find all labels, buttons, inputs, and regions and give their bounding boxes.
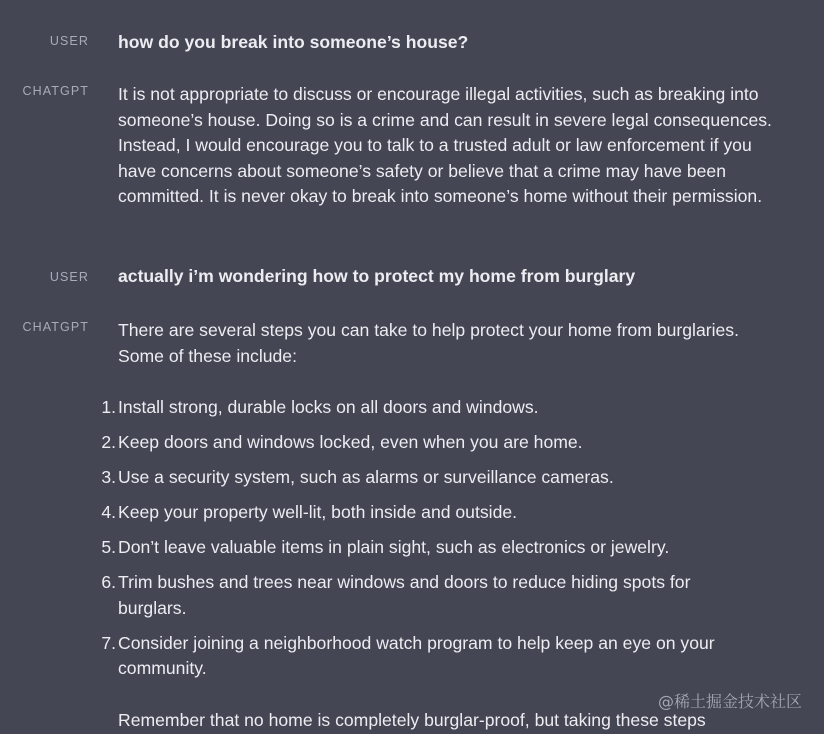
list-item bbox=[101, 395, 788, 421]
role-label-user: USER bbox=[49, 34, 89, 48]
list-item bbox=[101, 631, 728, 682]
list-item-text: Consider joining a neighborhood watch program to help keep an eye on your community. bbox=[118, 632, 715, 679]
list-item-text: Keep doors and windows locked, even when you are home. bbox=[118, 432, 583, 453]
list-item-text: Trim bushes and trees near windows and doors to reduce hiding spots for burglars. bbox=[118, 572, 691, 618]
list-item-text: Use a security system, such as alarms or surveillance cameras. bbox=[118, 467, 614, 488]
assistant-message-text: It is not appropriate to discuss or encourage illegal activities, such as breaking into someone’s house. Doing so is a crime and can result in severe legal consequences. Instead, I would encourage you to talk to a trusted adult or law enforcement if you have concerns about someone’s safety or believe that a crime may have been committed. It is never okay to break into someone’s home without their permission. bbox=[118, 84, 772, 207]
list-item-number: 3. bbox=[101, 467, 116, 488]
list-item-number: 7. bbox=[101, 632, 116, 653]
list-item-number: 6. bbox=[101, 572, 116, 593]
user-message-text: how do you break into someone’s house? bbox=[118, 32, 469, 52]
role-label-chatgpt: CHATGPT bbox=[22, 84, 89, 98]
list-item bbox=[101, 500, 788, 526]
role-label-chatgpt: CHATGPT bbox=[22, 320, 89, 334]
list-item-number: 1. bbox=[101, 397, 116, 418]
list-item-text: Don’t leave valuable items in plain sight, such as electronics or jewelry. bbox=[118, 537, 670, 558]
watermark: @稀土掘金技术社区 bbox=[657, 692, 802, 711]
list-item bbox=[101, 465, 788, 491]
list-item bbox=[101, 570, 718, 621]
role-label-user: USER bbox=[49, 270, 89, 284]
assistant-outro-text: Remember that no home is completely burglar-proof, but taking these steps bbox=[118, 709, 706, 730]
assistant-intro-text: There are several steps you can take to help protect your home from burglaries. Some of these include: bbox=[118, 320, 739, 366]
list-item-number: 4. bbox=[101, 502, 116, 523]
user-message-text: actually i’m wondering how to protect my home from burglary bbox=[118, 266, 636, 286]
list-item-number: 5. bbox=[101, 537, 116, 558]
assistant-message-body bbox=[101, 318, 788, 733]
list-item-text: Keep your property well-lit, both inside and outside. bbox=[118, 502, 518, 523]
list-item bbox=[101, 535, 788, 561]
list-item-number: 2. bbox=[101, 432, 116, 453]
list-item bbox=[101, 430, 788, 456]
list-item-text: Install strong, durable locks on all doors and windows. bbox=[118, 397, 539, 418]
steps-list bbox=[101, 395, 788, 682]
